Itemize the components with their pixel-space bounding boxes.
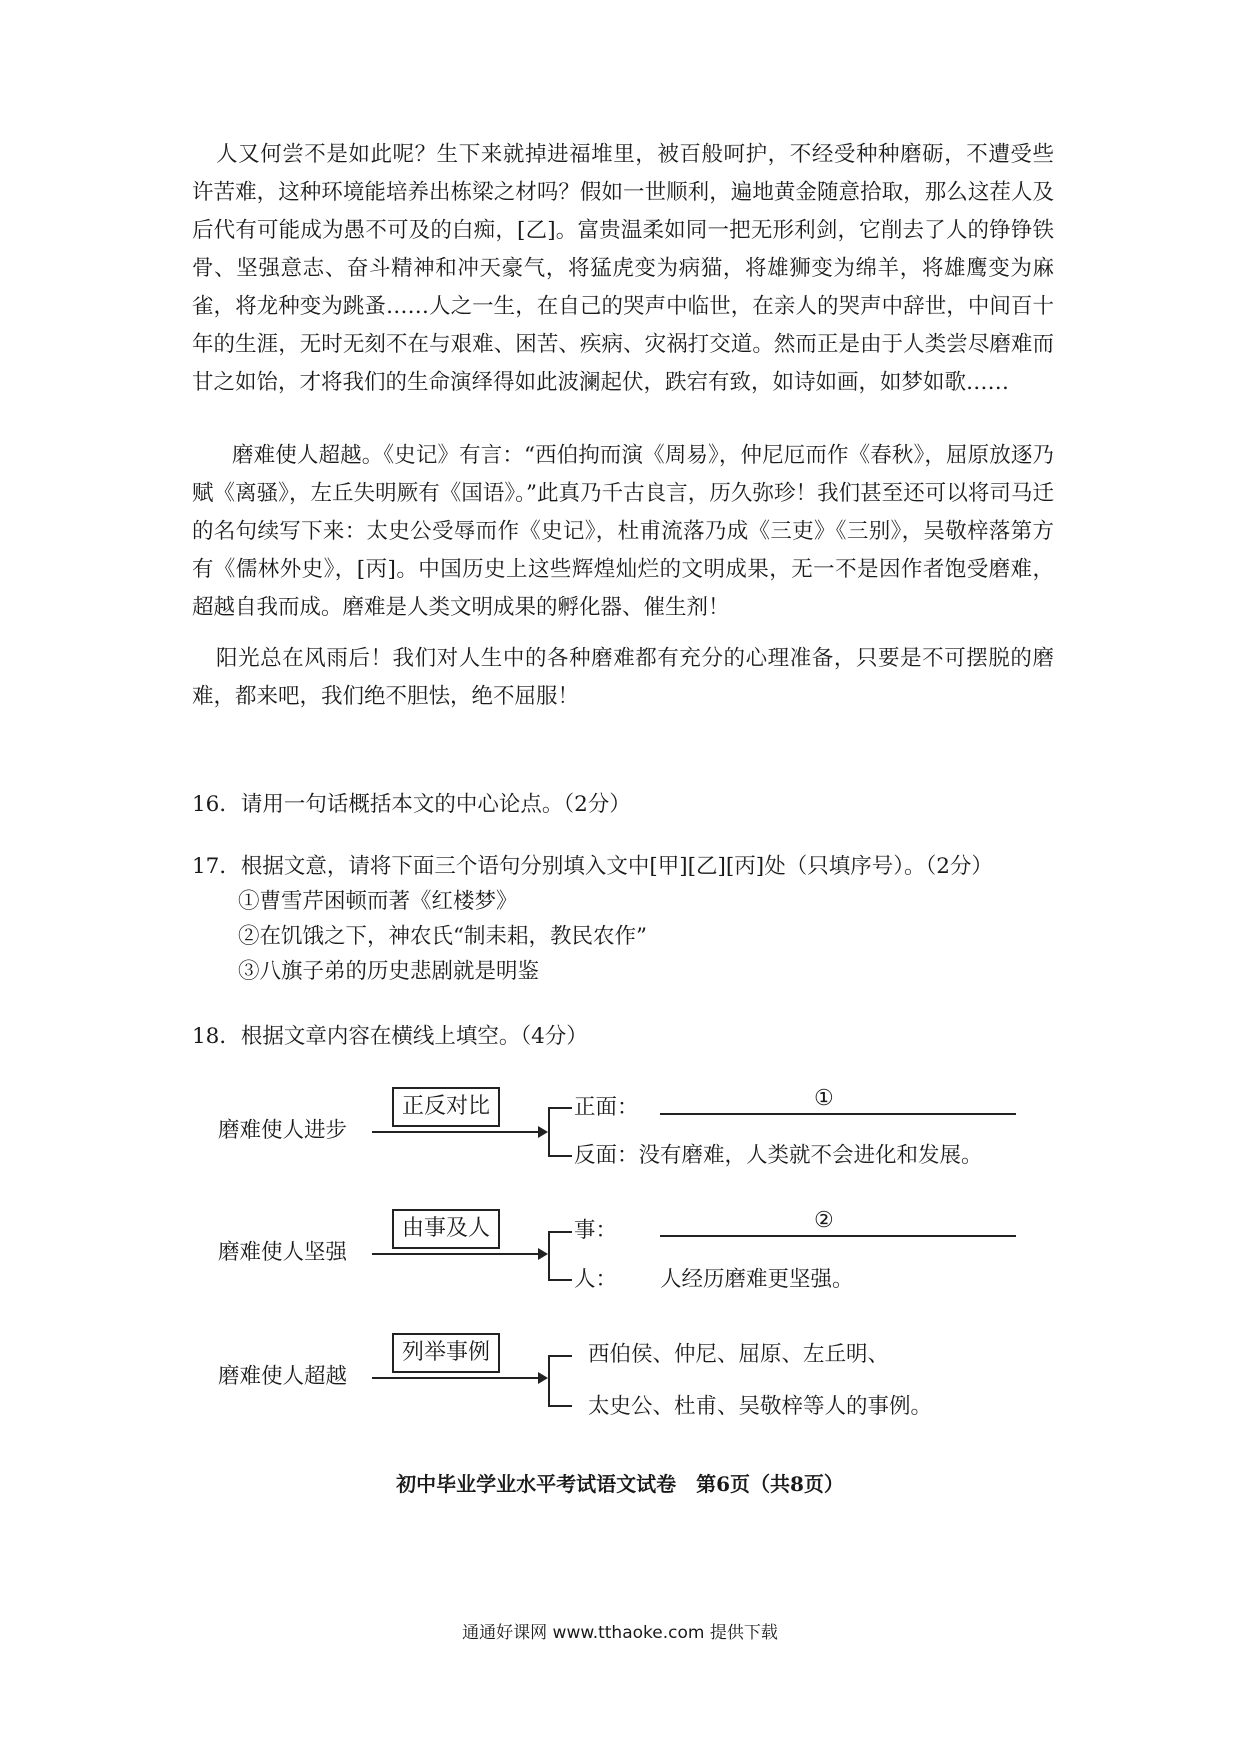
diagram-row-2-top-label: 事： [574,1218,618,1243]
question-18: 18．根据文章内容在横线上填空。（4分） [192,1024,588,1049]
diagram-row-2-arrow [372,1253,540,1255]
diagram-row-2-blank-line [660,1235,1016,1237]
diagram-row-1-arrow [372,1131,540,1133]
question-17: 17．根据文意，请将下面三个语句分别填入文中[甲][乙][丙]处（只填序号）。（2分） [192,854,993,879]
question-17-option-1: ①曹雪芹困顿而著《红楼梦》 [238,889,518,914]
diagram-row-3-bottom-label: 太史公、杜甫、吴敬梓等人的事例。 [588,1394,933,1419]
passage-paragraph-3: 阳光总在风雨后！我们对人生中的各种磨难都有充分的心理准备，只要是不可摆脱的磨难，都来吧，我们绝不胆怯，绝不屈服！ [192,646,1054,709]
diagram-row-1-bracket [548,1107,550,1157]
page-footer: 初中毕业学业水平考试语文试卷 第6页（共8页） [396,1472,844,1496]
question-17-option-3: ③八旗子弟的历史悲剧就是明鉴 [238,959,540,984]
passage-paragraph-1: 人又何尝不是如此呢？生下来就掉进福堆里，被百般呵护，不经受种种磨砺，不遭受些许苦难，这种环境能培养出栋梁之材吗？假如一世顺利，遍地黄金随意拾取，那么这茬人及后代有可能成为愚不可及的白痴，[乙]。富贵温柔如同一把无形利剑，它削去了人的铮铮铁骨、坚强意志、奋斗精神和冲天豪气，将猛虎变为病猫，将雄狮变为绵羊，将雄鹰变为麻雀，将龙种变为跳蚤……人之一生，在自己的哭声中临世，在亲人的哭声中辞世，中间百十年的生涯，无时无刻不在与艰难、困苦、疾病、灾祸打交道。然而正是由于人类尝尽磨难而甘之如饴，才将我们的生命演绎得如此波澜起伏，跌宕有致，如诗如画，如梦如歌…… [192,142,1054,395]
question-17-option-2: ②在饥饿之下，神农氏“制耒耜，教民农作” [238,924,647,949]
watermark-text: 通通好课网 www.tthaoke.com 提供下载 [462,1623,778,1643]
diagram-row-2-bottom-label: 人： [574,1267,618,1292]
diagram-row-1-top-label: 正面： [574,1095,639,1120]
diagram-row-3-bracket [548,1355,550,1407]
passage-paragraph-2: 磨难使人超越。《史记》有言：“西伯拘而演《周易》，仲尼厄而作《春秋》，屈原放逐乃赋《离骚》，左丘失明厥有《国语》。”此真乃千古良言，历久弥珍！我们甚至还可以将司马迁的名句续写下来：太史公受辱而作《史记》，杜甫流落乃成《三吏》《三别》，吴敬梓落第方有《儒林外史》，[丙]。中国历史上这些辉煌灿烂的文明成果，无一不是因作者饱受磨难，超越自我而成。磨难是人类文明成果的孵化器、催生剂！ [192,443,1054,620]
diagram-row-3-top-label: 西伯侯、仲尼、屈原、左丘明、 [588,1342,890,1367]
diagram-row-3-topic: 磨难使人超越 [218,1364,348,1389]
diagram-row-1-blank-line [660,1113,1016,1115]
diagram-row-1-bottom-label: 反面：没有磨难，人类就不会进化和发展。 [574,1143,983,1168]
diagram-row-2-topic: 磨难使人坚强 [218,1240,348,1265]
diagram-row-3-arrow [372,1377,540,1379]
diagram-row-3-method-box: 列举事例 [392,1333,500,1373]
diagram-row-2-bracket [548,1231,550,1281]
diagram-row-2-method-box: 由事及人 [392,1209,500,1249]
question-16: 16．请用一句话概括本文的中心论点。（2分） [192,792,631,817]
diagram-row-1-method-box: 正反对比 [392,1087,500,1127]
diagram-row-1-blank-number: ① [814,1086,834,1111]
diagram-row-2-bottom-text: 人经历磨难更坚强。 [660,1267,854,1292]
diagram-row-1-topic: 磨难使人进步 [218,1118,348,1143]
diagram-row-2-blank-number: ② [814,1208,834,1233]
